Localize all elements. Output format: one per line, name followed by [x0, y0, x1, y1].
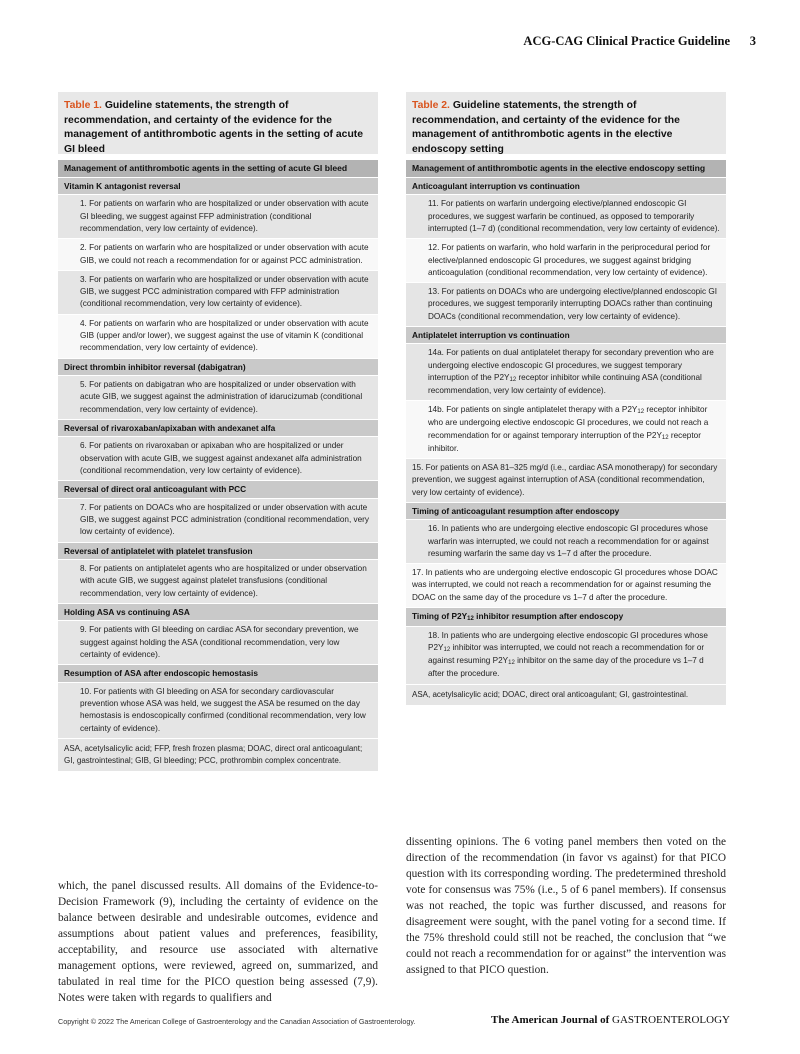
table-2-statement: 16. In patients who are undergoing elective endoscopic GI procedures whose warfarin was interrupted, we could not reach a recommendation for or against resuming warfarin the same day vs 1–7 d after the procedure.: [406, 519, 726, 563]
body-text-right: dissenting opinions. The 6 voting panel members then voted on the direction of the recommendation (in favor vs against) for that PICO question with its corresponding wording. The predetermined threshold vote for consensus was 75% (i.e., 5 of 6 panel members). If consensus was not reached, the topic was further discussed, and reasons for disagreement were sought, with the panel voting for a second time. If the 75% threshold could still not be reached, the conclusion that “we could not reach a recommendation for or against” the intervention was assigned to that PICO question.: [406, 836, 726, 977]
table-1-statement: 8. For patients on antiplatelet agents who are hospitalized or under observation with acute GIB, we suggest against platelet transfusions (conditional recommendation, very low certainty of evidence).: [58, 559, 378, 603]
table-1-group-heading: Resumption of ASA after endoscopic hemostasis: [58, 664, 378, 681]
table-1-statement: 2. For patients on warfarin who are hospitalized or under observation with acute GIB, we could not reach a recommendation for or against PCC administration.: [58, 238, 378, 270]
table-1-statement: 7. For patients on DOACs who are hospitalized or under observation with acute GIB, we suggest against PCC administration (conditional recommendation, very low certainty of evidence).: [58, 498, 378, 542]
table-2-group-heading: Antiplatelet interruption vs continuation: [406, 326, 726, 343]
table-1-label: Table 1.: [64, 100, 102, 111]
table-1-group-heading: Reversal of direct oral anticoagulant with PCC: [58, 480, 378, 497]
table-1-caption-text: Guideline statements, the strength of recommendation, and certainty of the evidence for the management of antithrombotic agents in the setting of acute GI bleed: [64, 100, 364, 155]
table-2-statement: 17. In patients who are undergoing elective endoscopic GI procedures whose DOAC was interrupted, we could not reach a recommendation for or against resuming the DOAC on the same day of the procedure vs 1–7 d after the procedure.: [406, 563, 726, 607]
table-2-footnote: ASA, acetylsalicylic acid; DOAC, direct oral anticoagulant; GI, gastrointestinal.: [406, 684, 726, 705]
table-1-statement: 3. For patients on warfarin who are hospitalized or under observation with acute GIB, we suggest PCC administration compared with FFP administration (conditional recommendation, very low certainty of evidence).: [58, 270, 378, 314]
journal-name: The American Journal of GASTROENTEROLOGY: [491, 1014, 730, 1026]
table-1-caption: [58, 92, 378, 154]
table-1-group-heading: Reversal of rivaroxaban/apixaban with andexanet alfa: [58, 419, 378, 436]
table-2-caption-text: Guideline statements, the strength of recommendation, and certainty of the evidence for the management of antithrombotic agents in the elective endoscopy setting: [412, 100, 680, 155]
body-text-left: which, the panel discussed results. All domains of the Evidence-to-Decision Framework (9), including the certainty of evidence on the balance between desirable and undesirable outcomes, evidence and assumptions about patient values and preferences, feasibility, acceptability, and resource use associated with alternative management options, were reviewed, agreed on, summarized, and tabulated in real time for the PICO question being assessed (7,9). Notes were taken with regards to qualifiers and: [58, 880, 378, 1005]
table-2-label: Table 2.: [412, 100, 450, 111]
table-1-statement: 5. For patients on dabigatran who are hospitalized or under observation with acute GIB, we suggest against the administration of idarucizumab (conditional recommendation, very low certainty of evidence).: [58, 375, 378, 419]
table-1-footnote: ASA, acetylsalicylic acid; FFP, fresh frozen plasma; DOAC, direct oral anticoagulant; GI, gastrointestinal; GIB, GI bleeding; PCC, prothrombin complex concentrate.: [58, 738, 378, 771]
table-1: [58, 92, 378, 771]
table-2-group-heading: Timing of P2Y12 inhibitor resumption after endoscopy: [406, 607, 726, 626]
table-2-group-heading: Anticoagulant interruption vs continuation: [406, 177, 726, 194]
table-1-statement: 10. For patients with GI bleeding on ASA for secondary cardiovascular prevention whose ASA was held, we suggest the ASA be resumed on the day hemostasis is endoscopically confirmed (conditional recommendation, very low certainty of evidence).: [58, 682, 378, 738]
table-1-section-heading: Management of antithrombotic agents in the setting of acute GI bleed: [58, 160, 378, 177]
table-2-caption: [406, 92, 726, 154]
table-2-statement: 14b. For patients on single antiplatelet therapy with a P2Y12 receptor inhibitor who are undergoing elective endoscopic GI procedures, we could not reach a recommendation for or against temporary interruption of the P2Y12 receptor inhibitor.: [406, 400, 726, 458]
running-header: ACG-CAG Clinical Practice Guideline: [523, 34, 730, 48]
copyright-notice: Copyright © 2022 The American College of Gastroenterology and the Canadian Association of Gastroenterology.: [58, 1017, 416, 1026]
table-1-group-heading: Vitamin K antagonist reversal: [58, 177, 378, 194]
table-1-group-heading: Direct thrombin inhibitor reversal (dabigatran): [58, 358, 378, 375]
table-1-statement: 6. For patients on rivaroxaban or apixaban who are hospitalized or under observation with acute GIB, we suggest against andexanet alfa administration (conditional recommendation, very low certainty of evidence).: [58, 436, 378, 480]
table-2-statement: 15. For patients on ASA 81–325 mg/d (i.e., cardiac ASA monotherapy) for secondary prevention, we suggest against interruption of ASA (conditional recommendation, very low certainty of evidence).: [406, 458, 726, 502]
page-number: 3: [749, 34, 756, 48]
table-2-statement: 18. In patients who are undergoing elective endoscopic GI procedures whose P2Y12 inhibitor was interrupted, we could not reach a recommendation for or against resuming P2Y12 inhibitor on the same day of the procedure vs 1–7 d after the procedure.: [406, 626, 726, 684]
table-2-group-heading: Timing of anticoagulant resumption after endoscopy: [406, 502, 726, 519]
table-2-section-heading: Management of antithrombotic agents in the elective endoscopy setting: [406, 160, 726, 177]
table-2: [406, 92, 726, 705]
table-2-statement: 13. For patients on DOACs who are undergoing elective/planned endoscopic GI procedures, we suggest temporarily interrupting DOACs rather than continuing DOACs (conditional recommendation, very low certainty of evidence).: [406, 282, 726, 326]
table-2-statement: 14a. For patients on dual antiplatelet therapy for secondary prevention who are undergoing elective endoscopic GI procedures, we suggest temporary interruption of the P2Y12 receptor inhibitor while continuing ASA (conditional recommendation, very low certainty of evidence).: [406, 343, 726, 400]
table-2-statement: 12. For patients on warfarin, who hold warfarin in the periprocedural period for elective/planned endoscopic GI procedures, we suggest against bridging anticoagulation (conditional recommendation, very low certainty of evidence).: [406, 238, 726, 282]
table-1-statement: 1. For patients on warfarin who are hospitalized or under observation with acute GI bleeding, we suggest against FFP administration (conditional recommendation, very low certainty of evidence).: [58, 194, 378, 238]
table-1-statement: 4. For patients on warfarin who are hospitalized or under observation with acute GIB (upper and/or lower), we suggest against the use of vitamin K (conditional recommendation, very low certainty of evidence).: [58, 314, 378, 358]
table-1-group-heading: Holding ASA vs continuing ASA: [58, 603, 378, 620]
table-2-statement: 11. For patients on warfarin undergoing elective/planned endoscopic GI procedures, we suggest warfarin be continued, as opposed to temporarily interrupted (1–7 d) (conditional recommendation, very low certainty of evidence).: [406, 194, 726, 238]
table-1-group-heading: Reversal of antiplatelet with platelet transfusion: [58, 542, 378, 559]
table-1-statement: 9. For patients with GI bleeding on cardiac ASA for secondary prevention, we suggest against holding the ASA (conditional recommendation, very low certainty of evidence).: [58, 620, 378, 664]
